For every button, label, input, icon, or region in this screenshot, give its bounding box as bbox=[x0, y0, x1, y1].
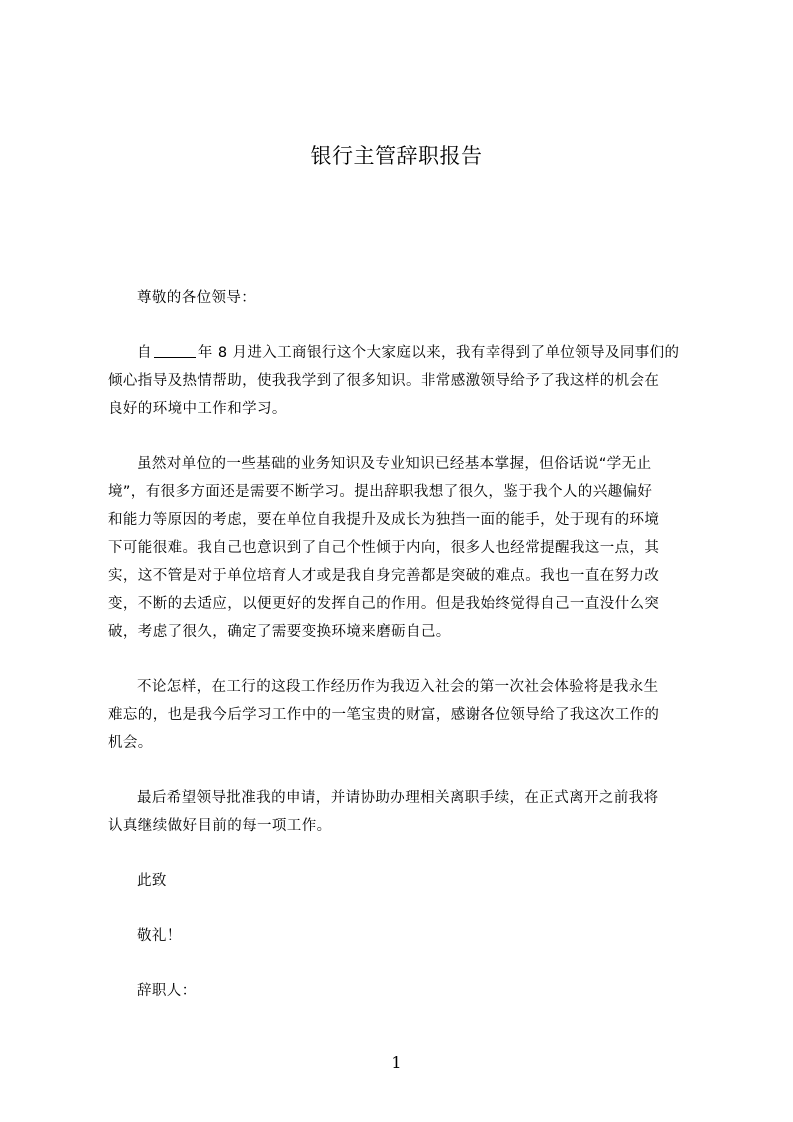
signature-label: 辞职人： bbox=[137, 983, 197, 999]
paragraph-1-line-2: 倾心指导及热情帮助，使我我学到了很多知识。非常感激领导给予了我这样的机会在 bbox=[108, 373, 660, 389]
salutation: 尊敬的各位领导： bbox=[137, 290, 257, 306]
paragraph-2-line-5: 实，这不管是对于单位培育人才或是我自身完善都是突破的难点。我也一直在努力改 bbox=[108, 568, 660, 584]
paragraph-2-line-3: 和能力等原因的考虑，要在单位自我提升及成长为独挡一面的能手，处于现有的环境 bbox=[108, 512, 660, 528]
paragraph-1-line-1 bbox=[108, 341, 732, 367]
paragraph-3-line-3: 机会。 bbox=[108, 735, 153, 751]
year-blank bbox=[154, 343, 196, 358]
paragraph-2-line-7: 破，考虑了很久，确定了需要变换环境来磨砺自己。 bbox=[108, 624, 451, 640]
page-number: 1 bbox=[391, 1053, 402, 1072]
paragraph-4-line-2: 认真继续做好目前的每一项工作。 bbox=[108, 818, 332, 834]
paragraph-2-line-1: 虽然对单位的一些基础的业务知识及专业知识已经基本掌握，但俗话说“学无止 bbox=[137, 456, 652, 472]
paragraph-2-line-4: 下可能很难。我自己也意识到了自己个性倾于内向，很多人也经常提醒我这一点，其 bbox=[108, 540, 660, 556]
paragraph-1-line-1-rest: 年 8 月进入工商银行这个大家庭以来，我有幸得到了单位领导及同事们的 bbox=[197, 345, 680, 361]
paragraph-3-line-2: 难忘的，也是我今后学习工作中的一笔宝贵的财富，感谢各位领导给了我这次工作的 bbox=[108, 707, 660, 723]
paragraph-2-line-2: 境”，有很多方面还是需要不断学习。提出辞职我想了很久，鉴于我个人的兴趣偏好 bbox=[108, 484, 653, 500]
paragraph-2-line-6: 变，不断的去适应，以便更好的发挥自己的作用。但是我始终觉得自己一直没什么突 bbox=[108, 596, 660, 612]
paragraph-1-prefix: 自 bbox=[137, 345, 152, 361]
paragraph-1-line-3: 良好的环境中工作和学习。 bbox=[108, 401, 287, 417]
paragraph-3-line-1: 不论怎样，在工行的这段工作经历作为我迈入社会的第一次社会体验将是我永生 bbox=[137, 679, 659, 695]
closing-regards: 此致 bbox=[137, 873, 167, 889]
document-title: 银行主管辞职报告 bbox=[310, 144, 483, 168]
closing-salute: 敬礼！ bbox=[137, 928, 182, 944]
paragraph-4-line-1: 最后希望领导批准我的申请，并请协助办理相关离职手续，在正式离开之前我将 bbox=[137, 790, 659, 806]
